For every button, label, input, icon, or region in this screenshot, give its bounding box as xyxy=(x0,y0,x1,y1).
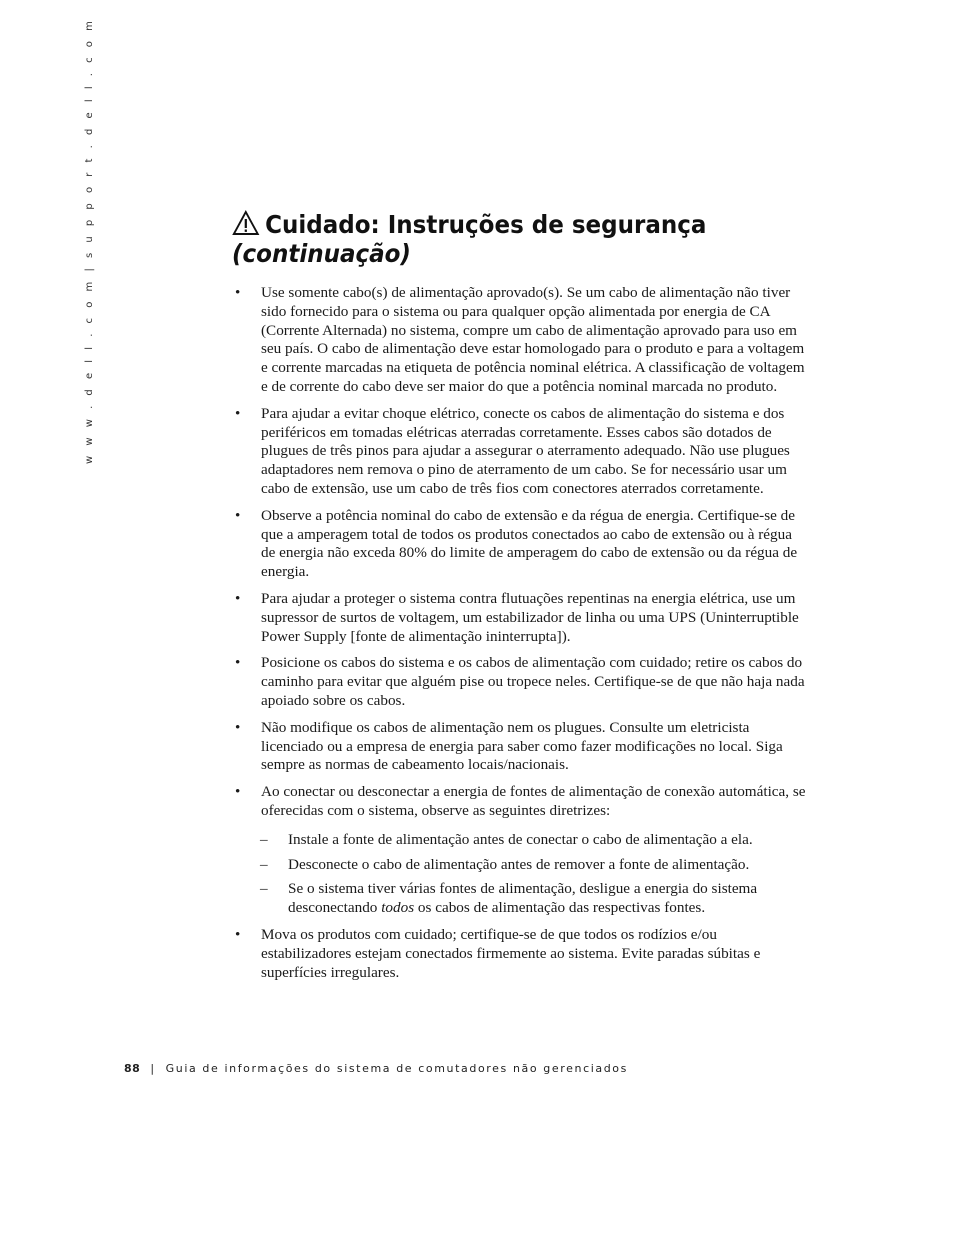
list-item xyxy=(232,590,810,646)
safety-instructions-list xyxy=(232,284,810,990)
bullet-marker: • xyxy=(235,506,241,524)
page-footer xyxy=(124,1062,628,1075)
list-item xyxy=(232,507,810,582)
list-item-text: Use somente cabo(s) de alimentação aprovado(s). Se um cabo de alimentação não tiver sido fornecido para o sistema ou para qualquer opção alimentada por energia de CA (Corrente Alternada) no sistema, compre um cabo de alimentação aprovado para uso em seu país. O cabo de alimentação deve estar homologado para o produto e para a voltagem e corrente marcadas na etiqueta de potência nominal elétrica. A classificação de voltagem e de corrente do cabo deve ser maior do que a potência nominal marcada no produto. xyxy=(261,284,805,395)
warning-triangle-icon xyxy=(232,210,260,236)
list-item-text: Mova os produtos com cuidado; certifique-se de que todos os rodízios e/ou estabilizadores estejam conectados firmemente ao sistema. Evite paradas súbitas e superfícies irregulares. xyxy=(261,925,761,981)
bullet-marker: • xyxy=(235,404,241,422)
list-item xyxy=(232,783,810,918)
sub-list xyxy=(261,831,810,918)
sub-text-part: Se o sistema tiver várias fontes de alimentação, desligue a energia do sistema desconectando xyxy=(288,880,758,917)
title-continuation: (continuação) xyxy=(232,239,411,268)
bullet-marker: • xyxy=(235,654,241,672)
list-item-text: Observe a potência nominal do cabo de extensão e da régua de energia. Certifique-se de que a amperagem total de todos os produtos conectados ao cabo de extensão ou à régua de energia não exceda 80% do limite de amperagem do cabo de extensão ou da régua de energia. xyxy=(261,506,798,581)
sub-list-item xyxy=(232,880,810,918)
list-item-text: Posicione os cabos do sistema e os cabos de alimentação com cuidado; retire os cabos do caminho para evitar que alguém pise ou tropece neles. Certifique-se de que não haja nada apoiado sobre os cabos. xyxy=(261,654,805,709)
title-main: Cuidado: Instruções de segurança xyxy=(265,210,707,239)
emphasis-text: todos xyxy=(381,899,415,917)
sub-list-item-text: Desconecte o cabo de alimentação antes de remover a fonte de alimentação. xyxy=(288,855,750,873)
sub-list-item-text xyxy=(288,880,757,916)
bullet-marker: • xyxy=(235,589,241,607)
dash-marker: – xyxy=(260,855,268,873)
list-item xyxy=(232,719,810,775)
sub-text-part: os cabos de alimentação das respectivas fontes. xyxy=(414,899,706,917)
list-item xyxy=(232,284,810,397)
list-item-text: Para ajudar a proteger o sistema contra flutuações repentinas na energia elétrica, use um supressor de surtos de voltagem, um estabilizador de linha ou uma UPS (Uninterruptible Power Supply [fonte de alimentação ininterrupta]). xyxy=(261,589,799,645)
bullet-marker: • xyxy=(235,925,241,943)
dash-marker: – xyxy=(260,880,268,898)
page-number: 88 xyxy=(124,1062,141,1075)
sub-list-item-text: Instale a fonte de alimentação antes de conectar o cabo de alimentação a ela. xyxy=(288,830,753,848)
list-item xyxy=(232,926,810,982)
footer-separator: | xyxy=(150,1062,156,1075)
list-item-text: Não modifique os cabos de alimentação nem os plugues. Consulte um eletricista licenciado ou a empresa de energia para saber como fazer modificações no local. Siga sempre as normas de cabeamento locais/nacionais. xyxy=(261,718,783,774)
list-item-text: Para ajudar a evitar choque elétrico, conecte os cabos de alimentação do sistema e dos periféricos em tomadas elétricas aterradas corretamente. Esses cabos são dotados de plugues de três pinos para ajudar a assegurar o aterramento adequado. Não use plugues adaptadores nem remova o pino de aterramento de um cabo. Se for necessário usar um cabo de extensão, use um cabo de três fios com conectores aterrados corretamente. xyxy=(261,404,790,497)
bullet-marker: • xyxy=(235,783,241,801)
list-item xyxy=(232,654,810,710)
page-title xyxy=(232,210,784,268)
bullet-marker: • xyxy=(235,284,241,301)
sub-list-item xyxy=(232,831,810,850)
sidebar-url: w w w . d e l l . c o m | s u p p o r t . d e l l . c o m xyxy=(84,17,95,464)
list-item-text: Ao conectar ou desconectar a energia de fontes de alimentação de conexão automática, se oferecidas com o sistema, observe as seguintes diretrizes: xyxy=(261,783,806,819)
dash-marker: – xyxy=(260,830,268,848)
bullet-marker: • xyxy=(235,718,241,736)
sub-list-item xyxy=(232,856,810,875)
footer-title: Guia de informações do sistema de comutadores não gerenciados xyxy=(165,1062,628,1075)
list-item xyxy=(232,405,810,499)
